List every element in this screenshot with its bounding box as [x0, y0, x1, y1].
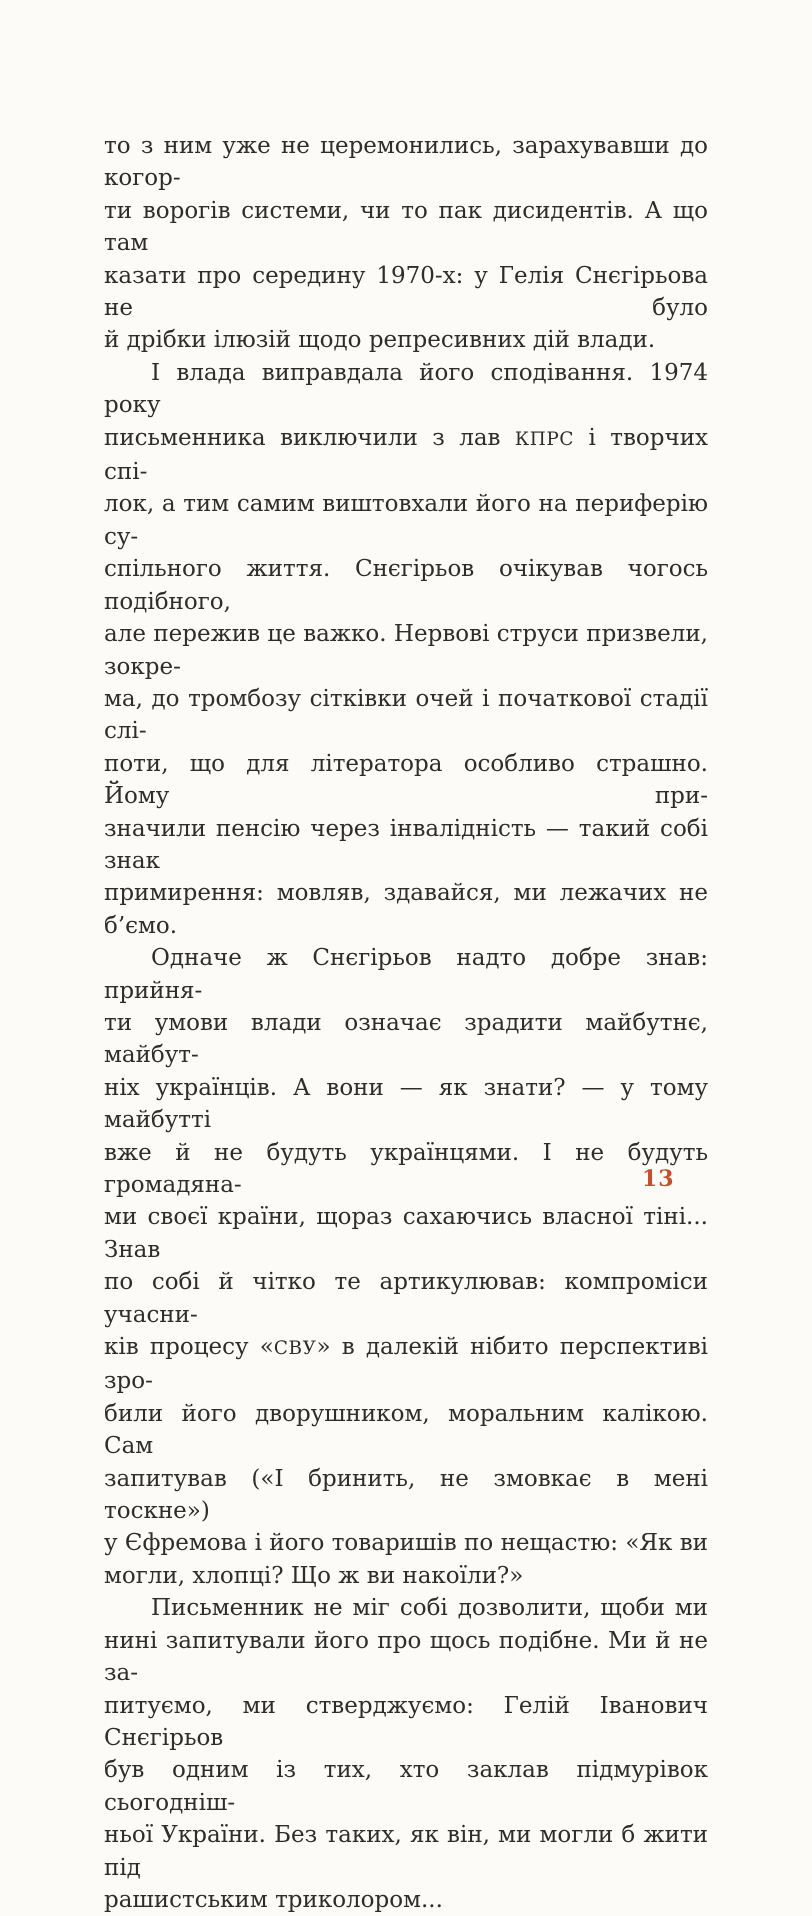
text-line: рашистським триколором...: [104, 1886, 443, 1913]
text-line: Одначе ж Снєгірьов надто добре знав: прийня-: [104, 945, 708, 1004]
text-line: спільного життя. Снєгірьов очікував чогось подібного,: [104, 556, 708, 615]
text-line: питуємо, ми стверджуємо: Гелій Іванович Снєгірьов: [104, 1692, 708, 1751]
text-line: Письменник не міг собі дозволити, щоби ми: [151, 1595, 708, 1622]
text-line: значили пенсію через інвалідність — такий собі знак: [104, 815, 708, 874]
body-text: [104, 130, 708, 1916]
text-line: казати про середину 1970-х: у Гелія Снєгірьова не було: [104, 262, 708, 322]
text-line: вже й не будуть українцями. І не будуть громадяна-: [104, 1139, 708, 1198]
text-line: нині запитували його про щось подібне. Ми й не за-: [104, 1627, 708, 1687]
text-line: запитував («І бринить, не змовкає в мені тоскне»): [104, 1465, 708, 1525]
paragraph: [104, 1592, 708, 1916]
text-line: й дрібки ілюзій щодо репресивних дій влади.: [104, 327, 656, 354]
text-line: ніх українців. А вони — як знати? — у тому майбутті: [104, 1074, 708, 1134]
text-line: ти ворогів системи, чи то пак дисидентів. А що там: [104, 197, 708, 257]
text-line: [104, 422, 708, 489]
paragraph: [104, 942, 708, 1592]
page-number: 13: [642, 1166, 675, 1192]
text-line: І влада виправдала його сподівання. 1974 року: [104, 359, 708, 419]
text-segment: письменника виключили з лав: [104, 424, 515, 451]
text-line: поти, що для літератора особливо страшно. Йому при-: [104, 750, 708, 810]
text-segment: » в далекій нібито перспективі зро-: [104, 1334, 709, 1395]
text-line: примирення: мовляв, здавайся, ми лежачих не б’ємо.: [104, 880, 708, 939]
text-line: лок, а тим самим виштовхали його на периферію су-: [104, 491, 708, 550]
text-line: ми своєї країни, щораз сахаючись власної тіні... Знав: [104, 1204, 708, 1263]
text-line: був одним із тих, хто заклав підмурівок сьогодніш-: [104, 1757, 708, 1816]
text-line: у Єфремова і його товаришів по нещастю: «Як ви: [104, 1530, 708, 1557]
acronym-svu: СВУ: [273, 1338, 317, 1360]
text-segment: ків процесу «: [104, 1334, 274, 1361]
text-line: ньої України. Без таких, як він, ми могли б жити під: [104, 1822, 708, 1881]
paragraph: [104, 130, 708, 357]
text-line: ма, до тромбозу сітківки очей і початкової стадії слі-: [104, 685, 708, 745]
text-line: били його дворушником, моральним калікою. Сам: [104, 1400, 708, 1460]
text-line: могли, хлопці? Що ж ви накоїли?»: [104, 1562, 524, 1589]
acronym-kprs: КПРС: [514, 428, 575, 450]
text-line: [104, 1331, 708, 1398]
text-line: по собі й чітко те артикулював: компроміси учасни-: [104, 1269, 708, 1328]
text-segment: і творчих спі-: [104, 424, 708, 486]
paragraph: [104, 357, 708, 942]
text-line: то з ним уже не церемонились, зарахувавши до когор-: [104, 133, 708, 192]
text-line: але пережив це важко. Нервові струси призвели, зокре-: [104, 621, 708, 680]
text-line: ти умови влади означає зрадити майбутнє, майбут-: [104, 1009, 708, 1069]
